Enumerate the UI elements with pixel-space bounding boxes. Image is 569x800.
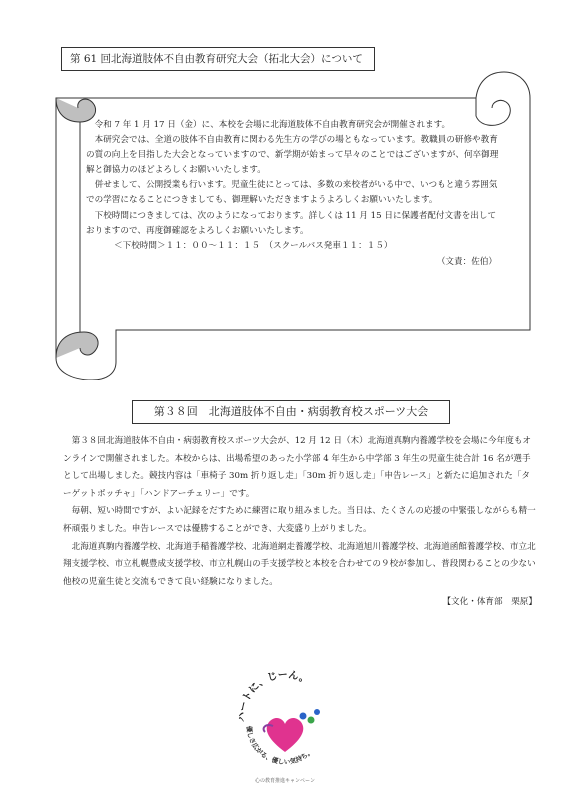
section2-body [63,433,537,612]
section1-author: （文責：佐伯） [436,256,497,267]
dot-icon [308,717,315,724]
section2-paragraph: 毎朝、短い時間ですが、よい記録をだすために練習に取り組みました。当日は、たくさんの応援の中緊張しながらも精一杯頑張りました。申告レースでは優勝することができ、大変盛り上がりました。 [63,506,536,534]
section1-paragraph: 本研究会では、全道の肢体不自由教育に関わる先生方の学びの場ともなっています。教職員の研修や教育の質の向上を目指した大会となっていますので、新学期が始まって早々のことではございますが、何卒御理解と御協力のほどよろしくお願いいたします。 [86,135,499,176]
logo-bottom-text: 優しさ広がる、優しい気持ち。 [244,725,315,767]
section2-paragraph: 北海道真駒内養護学校、北海道手稲養護学校、北海道網走養護学校、北海道旭川養護学校、北海道函館養護学校、市立北翔支援学校、市立札幌豊成支援学校、市立札幌山の手支援学校と本校を合わせての９校が参加し、普段関わることの少ない他校の児童生徒と交流もできて良い経験になりました。 [63,541,536,587]
dot-icon [314,709,320,715]
section2-author: 【文化・体育部 栗原】 [442,597,537,608]
heart-icon [267,718,304,752]
section1-paragraph: 下校時間につきましては、次のようになっております。詳しくは 11 月 15 日に保護者配付文書を出しておりますので、再度御確認をよろしくお願いいたします。 [86,210,497,236]
section1-body [86,118,501,270]
dot-icon [300,713,307,720]
dismissal-time: ＜下校時間＞１１：００～１１：１５ （スクールバス発車１１：１５） [114,240,393,251]
section1-paragraph: 併せまして、公開授業も行います。児童生徒にとっては、多数の来校者がいる中で、いつもと違う雰囲気での学習になることにつきましても、御理解いただきますようよろしくお願いいたします。 [86,180,498,206]
campaign-logo [233,668,337,788]
logo-footer: 心の教育推進キャンペーン [255,778,315,784]
section1-paragraph: 令和 7 年 1 月 17 日（金）に、本校を会場に北海道肢体不自由教育研究会が開催されます。 [94,120,451,130]
logo-top-text: ハートに、じーん。 [236,669,311,723]
section2-paragraph: 第３８回北海道肢体不自由・病弱教育校スポーツ大会が、12 月 12 日（木）北海道真駒内養護学校を会場に今年度もオンラインで開催されました。本校からは、出場希望のあった小学部 4 年生から中学部 3 年生の児童生徒合計 16 名が選手として出場しました。競技内容は「車椅子 30m 折り返し走」「30m 折り返し走」「申告レース」と新たに追加された「ターゲットボッチャ」「ハンドアーチェリー」です。 [63,436,532,499]
section2-title: 第３８回 北海道肢体不自由・病弱教育校スポーツ大会 [132,400,450,424]
section1-title: 第 61 回北海道肢体不自由教育研究大会（拓北大会）について [61,47,375,71]
